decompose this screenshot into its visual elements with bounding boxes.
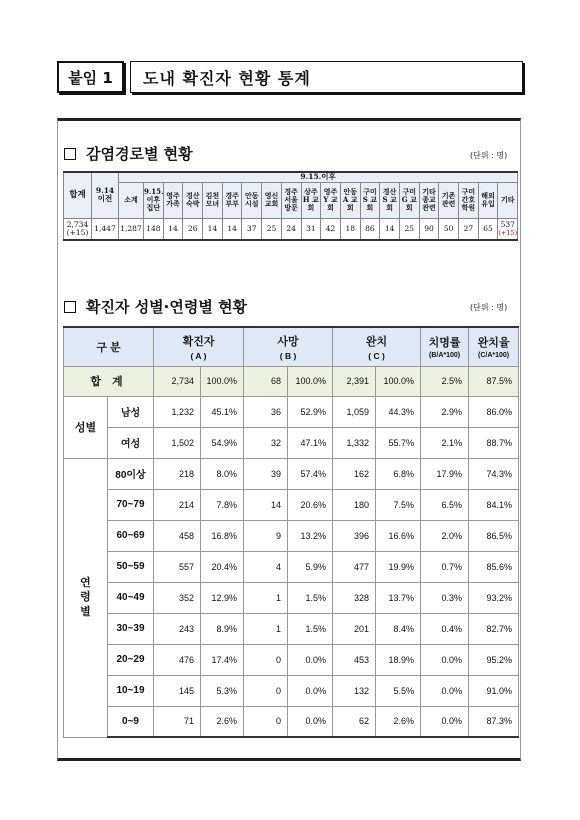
cell-b: 1 [244,613,288,644]
cell-a_pct: 45.1% [201,396,244,427]
cell-b: 1 [244,582,288,613]
cell-fatality: 6.5% [421,489,469,520]
cell-b_pct: 0.0% [288,675,333,706]
cell-c_pct: 55.7% [376,427,421,458]
cell-b: 0 [244,706,288,737]
cell-c_pct: 2.6% [376,706,421,737]
cell-recovery: 93.2% [469,582,519,613]
total-value: 2,734 [66,219,89,229]
route-value-4: 14 [227,223,237,233]
age-group-label-char: 연 [80,577,91,590]
cell-b: 4 [244,551,288,582]
total-b: 68 [244,366,288,396]
route-value-1: 14 [168,223,178,233]
unit-label-2: (단위 : 명) [470,303,508,312]
cell-b: 32 [244,427,288,458]
route-value-cell-5 [242,218,262,240]
age-group-label [64,458,108,737]
cell-c: 396 [333,520,376,551]
cell-c_pct: 19.9% [376,551,421,582]
section-infection-route-title [64,143,193,164]
cell-a_pct: 17.4% [201,644,244,675]
header-category-2: 경산 숙박 [183,182,203,218]
route-value-14: 90 [424,223,434,233]
header-total: 합계 [64,172,92,218]
age-row [64,551,519,582]
cell-c_pct: 7.5% [376,489,421,520]
route-value-6: 25 [266,223,277,233]
cell-c_pct: 8.4% [376,613,421,644]
checkbox-square-icon [64,148,76,160]
cell-c: 328 [333,582,376,613]
cell-recovery: 86.5% [469,520,519,551]
age-row [64,582,519,613]
cell-b: 0 [244,675,288,706]
total-c: 2,391 [333,366,376,396]
route-value-2: 26 [187,223,198,233]
total-label: 합 계 [64,366,154,396]
route-value-11: 86 [365,223,375,233]
header-category-7: 경주 서울 방문 [281,182,301,218]
cell-a_pct: 16.8% [201,520,244,551]
header-category-18: 기타 [498,182,518,218]
cell-recovery: 86.0% [469,396,519,427]
cell-b_pct: 1.5% [288,582,333,613]
cell-fatality: 2.1% [421,427,469,458]
header-confirmed-sub: ( A ) [190,350,207,361]
header-category-3: 김천 모녀 [203,182,223,218]
section-gender-age-title [64,296,247,317]
route-last-note: (+15) [498,228,518,237]
subtotal-cell: 1,287 [119,218,144,240]
age-row [64,675,519,706]
gender-age-table [63,326,519,738]
route-value-cell-4 [222,218,242,240]
cell-b_pct: 57.4% [288,458,333,489]
cell-recovery: 88.7% [469,427,519,458]
cell-a_pct: 5.3% [201,675,244,706]
age-group-label-char: 령 [80,591,91,604]
cell-fatality: 0.0% [421,675,469,706]
age-label: 80이상 [108,458,154,489]
header-recovered [333,327,421,366]
cell-b: 39 [244,458,288,489]
total-a: 2,734 [154,366,201,396]
cell-fatality: 0.0% [421,644,469,675]
cell-b_pct: 13.2% [288,520,333,551]
total-fatality: 2.5% [421,366,469,396]
cell-recovery: 95.2% [469,644,519,675]
header-fatality [421,327,469,366]
cell-c: 62 [333,706,376,737]
route-value-18: 537 [500,219,515,229]
total-note: (+15) [66,227,89,237]
age-group-label-char: 별 [80,605,91,618]
route-value-13: 25 [404,223,415,233]
route-value-cell-8 [301,218,321,240]
header-category-11: 구미 S 교회 [360,182,380,218]
header-category: 구 분 [64,327,154,366]
cell-a: 243 [154,613,201,644]
header-category-13: 구미 G 교회 [399,182,419,218]
header-category-10: 안동 A 교회 [340,182,360,218]
cell-b_pct: 20.6% [288,489,333,520]
infection-route-table [63,171,518,241]
route-value-cell-7 [281,218,301,240]
header-subtotal: 소계 [119,182,144,218]
cell-a: 1,232 [154,396,201,427]
cell-fatality: 2.0% [421,520,469,551]
gender-row [64,396,519,427]
cell-recovery: 84.1% [469,489,519,520]
age-label: 40~49 [108,582,154,613]
header-category-14: 기타 종교 관련 [419,182,439,218]
cell-recovery: 87.3% [469,706,519,737]
cell-b: 14 [244,489,288,520]
header-category-4: 경주 부부 [222,182,242,218]
header-recovery-sub: (C/A*100) [477,352,510,360]
header-category-5: 안동 시설 [242,182,262,218]
route-value-cell-9 [321,218,341,240]
cell-a: 352 [154,582,201,613]
age-row [64,520,519,551]
cell-fatality: 0.0% [421,706,469,737]
total-row [64,366,519,396]
cell-fatality: 0.3% [421,582,469,613]
cell-c_pct: 18.9% [376,644,421,675]
cell-c: 132 [333,675,376,706]
route-value-cell-18 [498,218,518,240]
cell-b: 0 [244,644,288,675]
age-row [64,613,519,644]
cell-b: 9 [244,520,288,551]
cell-a: 458 [154,520,201,551]
cell-a_pct: 54.9% [201,427,244,458]
total-b-pct: 100.0% [288,366,333,396]
cell-c_pct: 6.8% [376,458,421,489]
cell-recovery: 91.0% [469,675,519,706]
age-row [64,706,519,737]
cell-c_pct: 5.5% [376,675,421,706]
gender-group-label: 성별 [64,396,108,458]
cell-a: 214 [154,489,201,520]
route-value-cell-3 [203,218,223,240]
header-category-1: 영주 가족 [163,182,183,218]
route-value-cell-6 [262,218,282,240]
route-value-3: 14 [207,223,218,233]
age-label: 20~29 [108,644,154,675]
cell-b_pct: 5.9% [288,551,333,582]
header-recovery-label: 완치율 [477,337,510,350]
cell-a_pct: 20.4% [201,551,244,582]
cell-b_pct: 47.1% [288,427,333,458]
header-before: 9.14 이전 [92,172,119,218]
unit-label-1: (단위 : 명) [470,151,508,160]
section-infection-route-label: 감염경로별 현황 [86,145,193,163]
cell-c_pct: 13.7% [376,582,421,613]
cell-b_pct: 52.9% [288,396,333,427]
age-label: 0~9 [108,706,154,737]
header-recovered-label: 완치 [365,335,388,348]
total-recovery: 87.5% [469,366,519,396]
age-label: 50~59 [108,551,154,582]
section-gender-age-label: 확진자 성별·연령별 현황 [86,298,248,316]
cell-b_pct: 1.5% [288,613,333,644]
header-category-6: 영신 교회 [262,182,282,218]
header-fatality-sub: (B/A*100) [428,352,461,360]
cell-c: 1,332 [333,427,376,458]
header-after: 9.15.이후 [119,172,518,182]
header-category-0: 9.15. 이후 집단 [144,182,164,218]
checkbox-square-icon [64,301,76,313]
cell-b_pct: 0.0% [288,644,333,675]
header-category-8: 상주 H 교회 [301,182,321,218]
cell-a_pct: 8.0% [201,458,244,489]
header-category-15: 기존 관련 [439,182,459,218]
cell-c: 180 [333,489,376,520]
age-label: 10~19 [108,675,154,706]
cell-a: 557 [154,551,201,582]
cell-c: 477 [333,551,376,582]
total-c-pct: 100.0% [376,366,421,396]
total-cell [64,218,92,240]
route-value-16: 27 [463,223,474,233]
cell-b_pct: 0.0% [288,706,333,737]
route-value-0: 148 [146,223,161,233]
cell-a_pct: 2.6% [201,706,244,737]
route-value-15: 50 [443,223,454,233]
route-value-cell-17 [478,218,498,240]
header-recovered-sub: ( C ) [368,350,385,361]
route-value-cell-0 [144,218,164,240]
route-value-cell-13 [399,218,419,240]
age-row [64,644,519,675]
route-value-17: 65 [483,223,493,233]
cell-a_pct: 8.9% [201,613,244,644]
header-confirmed-label: 확진자 [182,335,215,348]
cell-c: 162 [333,458,376,489]
header-category-9: 영주 Y 교회 [321,182,341,218]
age-label: 30~39 [108,613,154,644]
header-deaths-label: 사망 [277,335,299,348]
cell-c: 1,059 [333,396,376,427]
cell-recovery: 82.7% [469,613,519,644]
cell-fatality: 0.4% [421,613,469,644]
cell-a_pct: 12.9% [201,582,244,613]
header-recovery [469,327,519,366]
header-deaths-sub: ( B ) [279,350,297,361]
cell-a: 71 [154,706,201,737]
route-value-5: 37 [247,223,257,233]
route-value-cell-1 [163,218,183,240]
cell-c_pct: 16.6% [376,520,421,551]
route-value-cell-14 [419,218,439,240]
header-category-16: 구미 간호 학원 [459,182,479,218]
route-value-cell-11 [360,218,380,240]
gender-row [64,427,519,458]
route-value-8: 31 [306,223,316,233]
cell-c: 201 [333,613,376,644]
header-category-12: 경산 S 교회 [380,182,400,218]
age-label: 60~69 [108,520,154,551]
cell-b: 36 [244,396,288,427]
cell-a: 145 [154,675,201,706]
age-row [64,489,519,520]
cell-fatality: 0.7% [421,551,469,582]
header-fatality-label: 치명률 [428,337,461,350]
cell-a_pct: 7.8% [201,489,244,520]
route-value-12: 14 [384,223,395,233]
cell-a: 1,502 [154,427,201,458]
route-value-cell-16 [459,218,479,240]
route-value-7: 24 [286,223,296,233]
header-confirmed [154,327,244,366]
before-cell: 1,447 [92,218,119,240]
cell-a: 476 [154,644,201,675]
route-value-9: 42 [325,223,336,233]
cell-c_pct: 44.3% [376,396,421,427]
age-row [64,458,519,489]
gender-label: 남성 [108,396,154,427]
route-value-cell-10 [340,218,360,240]
cell-recovery: 85.6% [469,551,519,582]
cell-c: 453 [333,644,376,675]
total-a-pct: 100.0% [201,366,244,396]
header-category-17: 해외 유입 [478,182,498,218]
route-value-cell-2 [183,218,203,240]
cell-a: 218 [154,458,201,489]
route-value-cell-12 [380,218,400,240]
cell-fatality: 17.9% [421,458,469,489]
route-value-10: 18 [345,223,355,233]
cell-fatality: 2.9% [421,396,469,427]
age-label: 70~79 [108,489,154,520]
header-deaths [244,327,333,366]
gender-label: 여성 [108,427,154,458]
cell-recovery: 74.3% [469,458,519,489]
route-value-cell-15 [439,218,459,240]
document-title: 도내 확진자 현황 통계 [130,61,523,93]
attachment-tag: 붙임 1 [57,61,124,93]
